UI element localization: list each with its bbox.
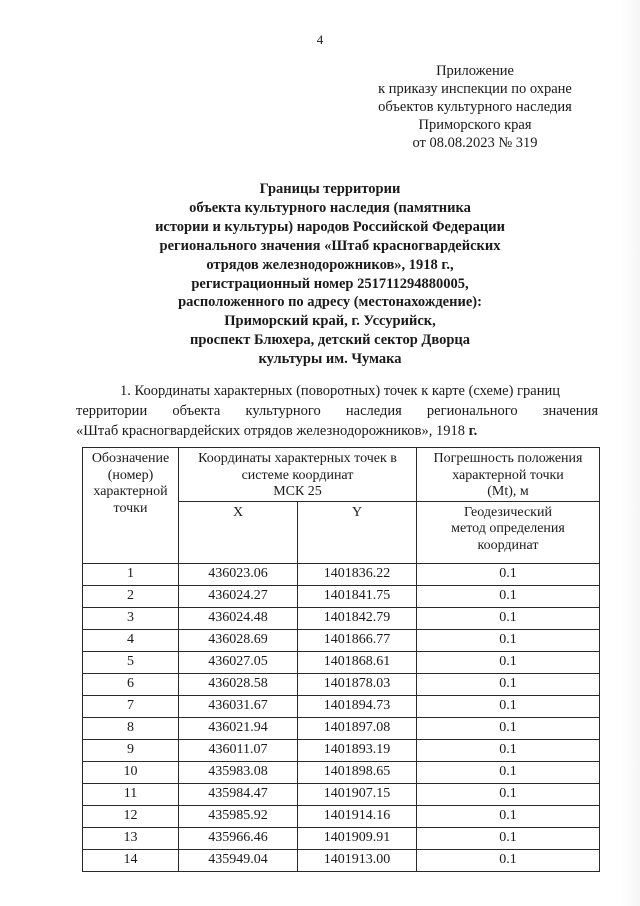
error-value-cell: 0.1: [417, 673, 600, 695]
y-coordinate-cell: 1401914.16: [298, 805, 417, 827]
x-coordinate-cell: 436024.27: [179, 585, 298, 607]
error-value-cell: 0.1: [417, 827, 600, 849]
x-coordinate-cell: 436011.07: [179, 739, 298, 761]
error-value-cell: 0.1: [417, 761, 600, 783]
x-coordinate-cell: 435949.04: [179, 849, 298, 871]
error-value-cell: 0.1: [417, 563, 600, 585]
title-line: регистрационный номер 251711294880005,: [191, 275, 469, 292]
point-number-cell: 6: [83, 673, 179, 695]
table-row: [83, 783, 600, 805]
point-number-cell: 10: [83, 761, 179, 783]
header-text: (Mt), м: [487, 484, 529, 499]
table-row: [83, 651, 600, 673]
scan-edge-shade: [620, 0, 640, 906]
title-line: расположенного по адресу (местонахождение):: [178, 294, 482, 311]
y-coordinate-cell: 1401894.73: [298, 695, 417, 717]
y-coordinate-cell: 1401866.77: [298, 629, 417, 651]
header-x-cell: X: [179, 501, 298, 563]
header-point-cell: [83, 448, 179, 564]
appendix-line: объектов культурного наследия: [378, 99, 572, 115]
title-line: объекта культурного наследия (памятника: [189, 199, 471, 216]
header-text: (номер): [107, 467, 154, 483]
header-text: характерной точки: [452, 467, 564, 483]
point-number-cell: 9: [83, 739, 179, 761]
error-value-cell: 0.1: [417, 695, 600, 717]
paragraph-line: территории объекта культурного наследия регионального значения: [76, 403, 598, 419]
appendix-line: от 08.08.2023 № 319: [412, 135, 538, 151]
header-text: Координаты характерных точек в: [198, 451, 397, 466]
table-row: [83, 585, 600, 607]
error-value-cell: 0.1: [417, 629, 600, 651]
table-row: [83, 563, 600, 585]
header-coords-cell: [179, 448, 417, 502]
title-line: проспект Блюхера, детский сектор Дворца: [189, 332, 471, 349]
table-row: [83, 717, 600, 739]
header-y-cell: Y: [298, 501, 417, 563]
error-value-cell: 0.1: [417, 607, 600, 629]
header-text: метод определения: [451, 521, 565, 536]
error-value-cell: 0.1: [417, 651, 600, 673]
header-text: характерной: [93, 484, 168, 499]
x-coordinate-cell: 436028.69: [179, 629, 298, 651]
error-value-cell: 0.1: [417, 739, 600, 761]
x-coordinate-cell: 435966.46: [179, 827, 298, 849]
x-coordinate-cell: 436021.94: [179, 717, 298, 739]
y-coordinate-cell: 1401878.03: [298, 673, 417, 695]
table-row: [83, 673, 600, 695]
header-text: МСК 25: [273, 484, 322, 499]
appendix-block: [360, 62, 590, 152]
header-text: координат: [477, 537, 539, 553]
header-text: системе координат: [241, 467, 354, 483]
intro-paragraph: [76, 381, 598, 441]
header-text: Геодезический: [464, 504, 552, 520]
point-number-cell: 2: [83, 585, 179, 607]
point-number-cell: 8: [83, 717, 179, 739]
error-value-cell: 0.1: [417, 849, 600, 871]
x-coordinate-cell: 435984.47: [179, 783, 298, 805]
paragraph-line: [76, 421, 598, 441]
x-coordinate-cell: 436028.58: [179, 673, 298, 695]
appendix-line: к приказу инспекции по охране: [378, 81, 572, 97]
header-text: Обозначение: [91, 451, 170, 466]
y-coordinate-cell: 1401842.79: [298, 607, 417, 629]
appendix-line: Приложение: [436, 63, 514, 79]
y-coordinate-cell: 1401913.00: [298, 849, 417, 871]
table-row: [83, 629, 600, 651]
error-value-cell: 0.1: [417, 585, 600, 607]
point-number-cell: 1: [83, 563, 179, 585]
x-coordinate-cell: 435985.92: [179, 805, 298, 827]
point-number-cell: 14: [83, 849, 179, 871]
error-value-cell: 0.1: [417, 783, 600, 805]
y-coordinate-cell: 1401893.19: [298, 739, 417, 761]
y-coordinate-cell: 1401898.65: [298, 761, 417, 783]
table-row: [83, 739, 600, 761]
x-coordinate-cell: 436024.48: [179, 607, 298, 629]
table-row: [83, 805, 600, 827]
header-error-cell: [417, 448, 600, 502]
title-line: регионального значения «Штаб красногвардейских: [159, 237, 501, 254]
x-coordinate-cell: 436031.67: [179, 695, 298, 717]
point-number-cell: 5: [83, 651, 179, 673]
title-line: отрядов железнодорожников», 1918 г.,: [206, 256, 454, 273]
title-line: Приморский край, г. Уссурийск,: [224, 313, 436, 330]
document-title: [60, 180, 600, 369]
header-text: точки: [113, 500, 148, 516]
title-line: Границы территории: [259, 181, 401, 197]
paragraph-bold-text: г.: [468, 423, 478, 439]
table-row: [83, 827, 600, 849]
title-line: истории и культуры) народов Российской Федерации: [155, 218, 505, 235]
error-value-cell: 0.1: [417, 717, 600, 739]
table-row: [83, 607, 600, 629]
table-body: [83, 563, 600, 871]
x-coordinate-cell: 436027.05: [179, 651, 298, 673]
appendix-line: Приморского края: [418, 117, 532, 133]
point-number-cell: 12: [83, 805, 179, 827]
title-line: культуры им. Чумака: [258, 351, 402, 368]
point-number-cell: 7: [83, 695, 179, 717]
paragraph-text: «Штаб красногвардейских отрядов железнодорожников», 1918: [76, 423, 469, 439]
point-number-cell: 13: [83, 827, 179, 849]
y-coordinate-cell: 1401907.15: [298, 783, 417, 805]
page-number: 4: [316, 32, 324, 47]
x-coordinate-cell: 436023.06: [179, 563, 298, 585]
table-header-row: [83, 448, 600, 502]
x-coordinate-cell: 435983.08: [179, 761, 298, 783]
coordinates-table: [82, 447, 600, 872]
paragraph-line: 1. Координаты характерных (поворотных) точек к карте (схеме) границ: [120, 383, 560, 399]
point-number-cell: 4: [83, 629, 179, 651]
y-coordinate-cell: 1401868.61: [298, 651, 417, 673]
y-coordinate-cell: 1401897.08: [298, 717, 417, 739]
y-coordinate-cell: 1401841.75: [298, 585, 417, 607]
point-number-cell: 11: [83, 783, 179, 805]
table-row: [83, 849, 600, 871]
table-row: [83, 695, 600, 717]
header-method-cell: [417, 501, 600, 563]
error-value-cell: 0.1: [417, 805, 600, 827]
point-number-cell: 3: [83, 607, 179, 629]
table-row: [83, 761, 600, 783]
y-coordinate-cell: 1401836.22: [298, 563, 417, 585]
y-coordinate-cell: 1401909.91: [298, 827, 417, 849]
header-text: Погрешность положения: [433, 451, 583, 466]
